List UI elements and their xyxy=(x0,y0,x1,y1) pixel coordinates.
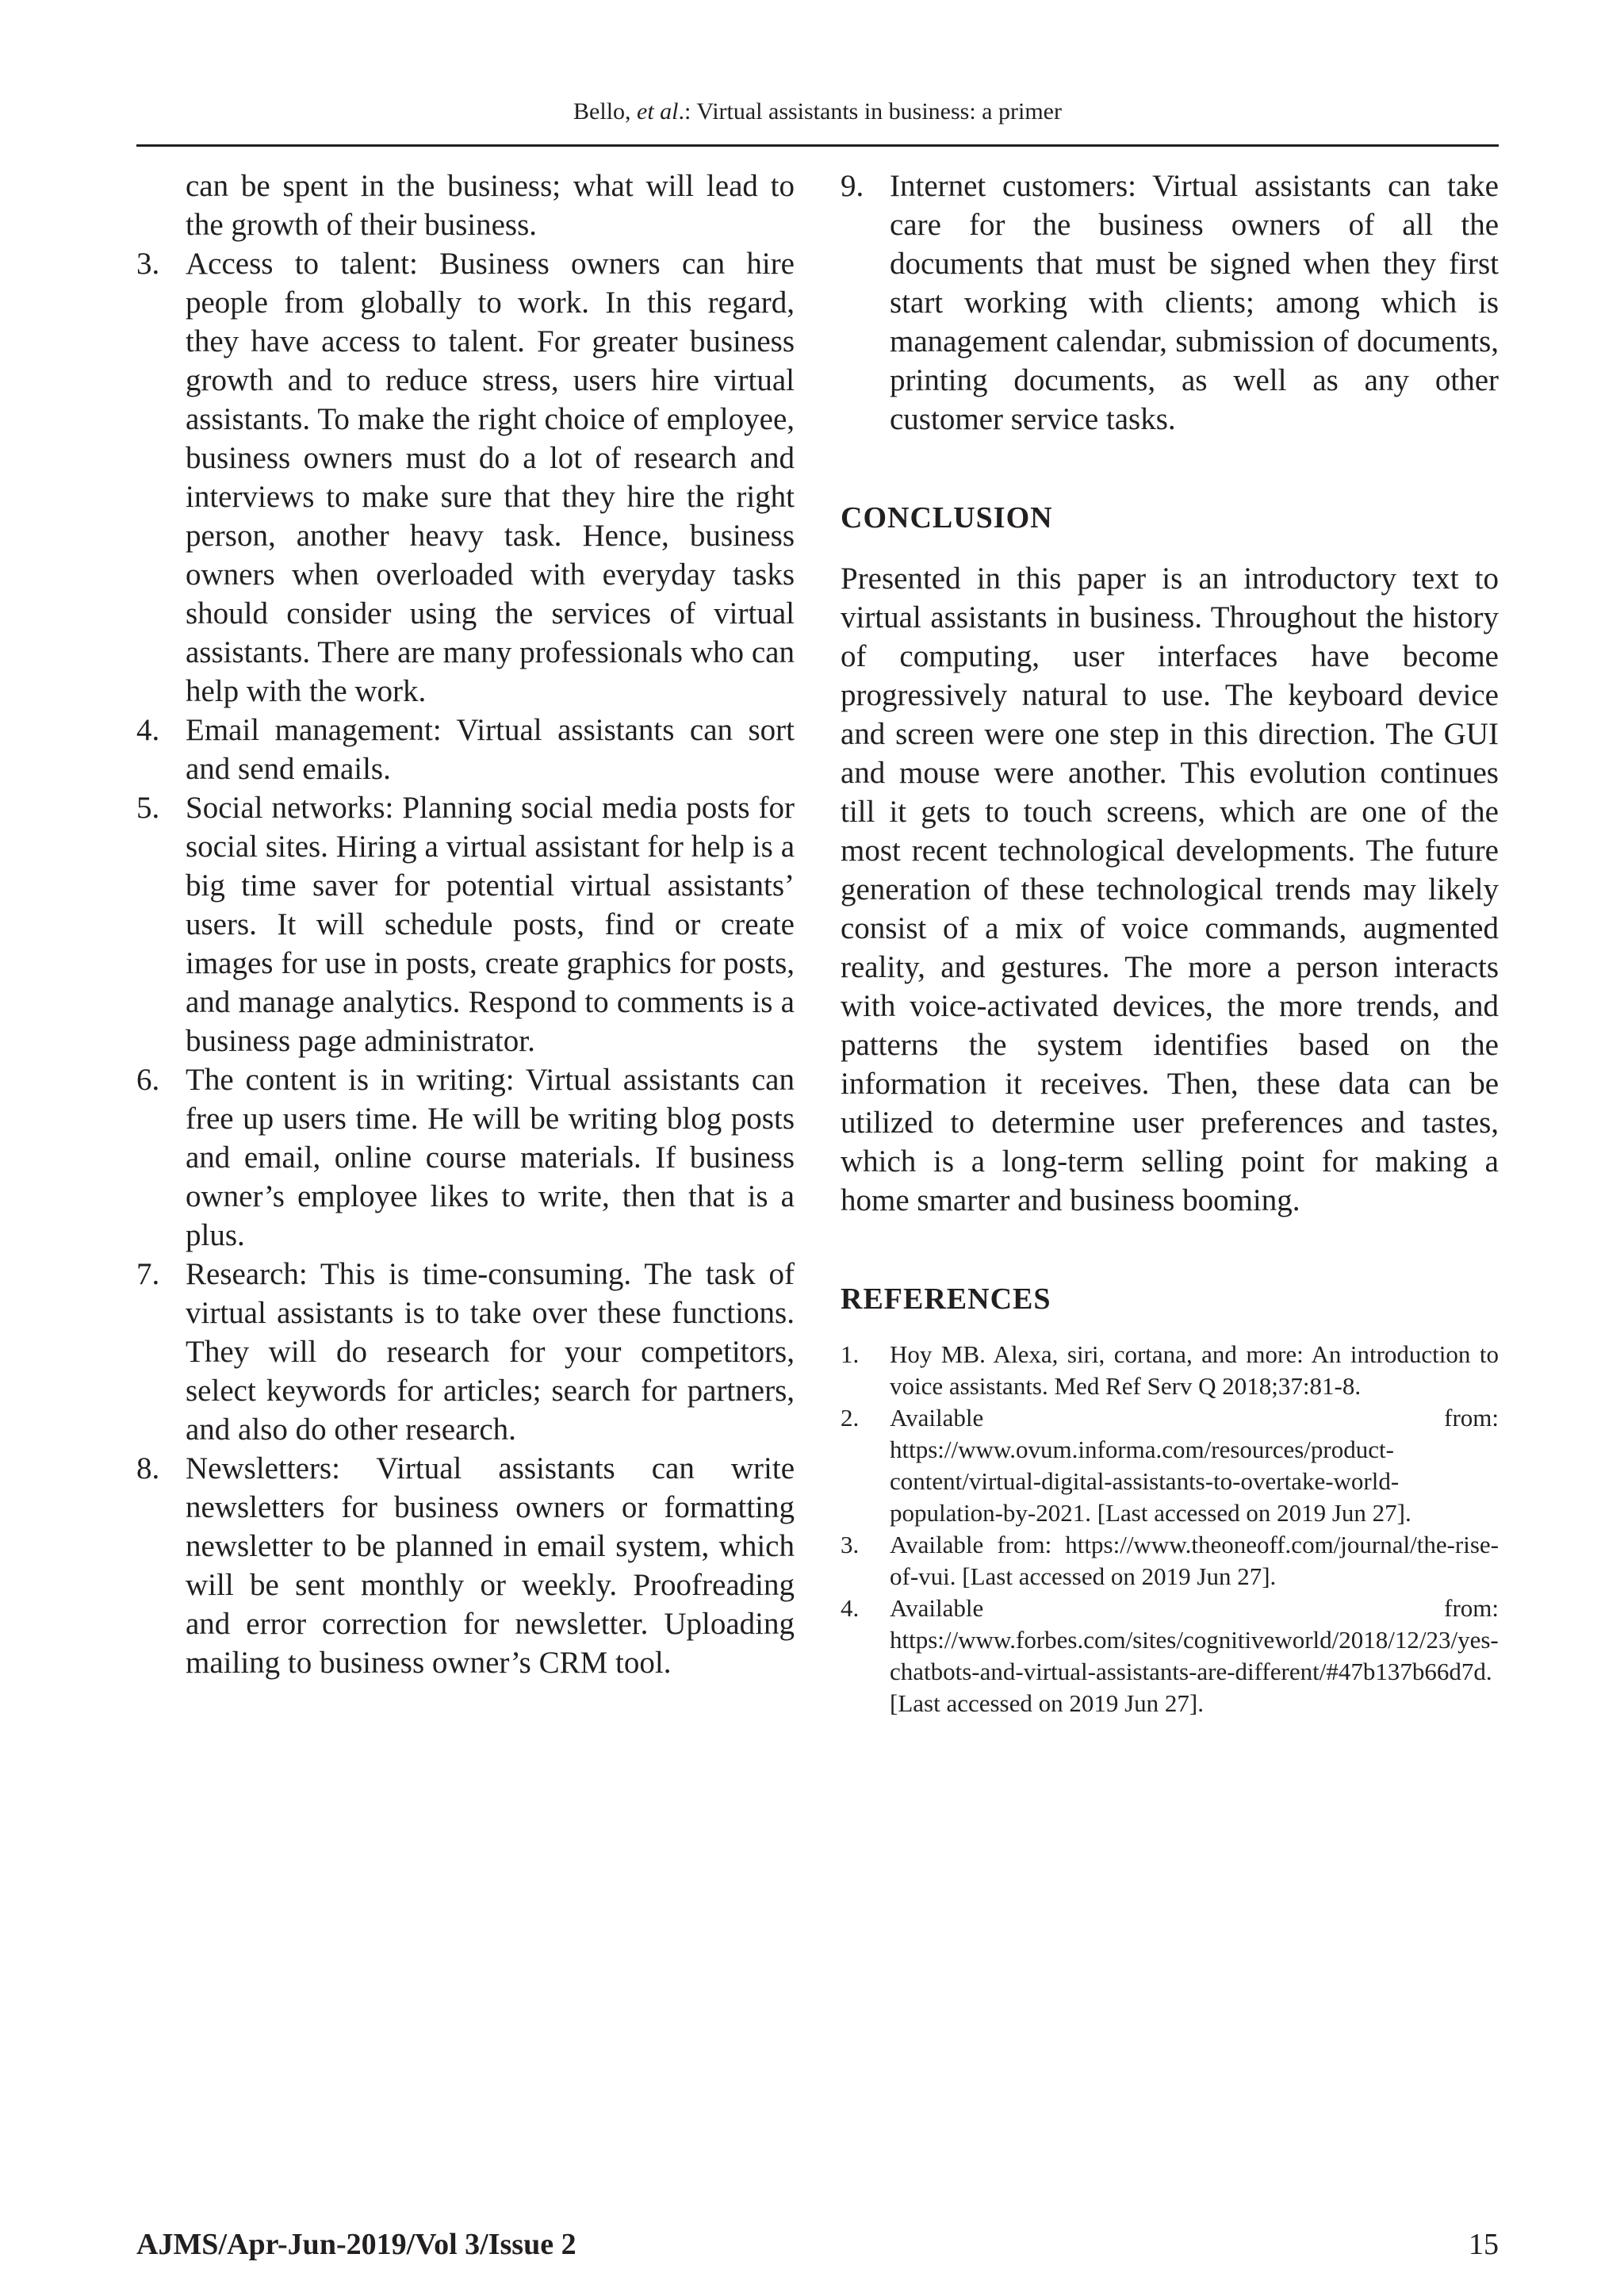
reference-number: 3. xyxy=(841,1531,860,1558)
reference-item xyxy=(841,1402,1499,1529)
list-item xyxy=(841,167,1499,439)
conclusion-heading: CONCLUSION xyxy=(841,501,1053,535)
list-item-number: 3. xyxy=(136,247,160,281)
reference-number: 1. xyxy=(841,1340,860,1368)
list-item xyxy=(136,244,795,711)
reference-number: 4. xyxy=(841,1594,860,1622)
numbered-list-left xyxy=(136,244,795,1682)
reference-list xyxy=(841,1339,1499,1719)
list-item-text: Newsletters: Virtual assistants can write newsletters for business owners or formatting newsletter to be planned in email system, which will be sent monthly or weekly. Proofreading and error correction for newsletter. Uploading mailing to business owner’s CRM tool. xyxy=(186,1451,795,1680)
header-title: .: Virtual assistants in business: a primer xyxy=(678,98,1062,125)
list-item-text: Internet customers: Virtual assistants can take care for the business owners of all the documents that must be signed when they first start working with clients; among which is management calendar, submission of documents, printing documents, as well as any other customer service tasks. xyxy=(890,169,1499,436)
header-etal: et al xyxy=(637,98,679,125)
running-header xyxy=(136,94,1499,130)
list-item-text: Social networks: Planning social media posts for social sites. Hiring a virtual assistant for help is a big time saver for potential virtual assistants’ users. It will schedule posts, find or create images for use in posts, create graphics for posts, and manage analytics. Respond to comments is a business page administrator. xyxy=(186,791,795,1058)
list-item-number: 9. xyxy=(841,169,864,203)
list-item-number: 4. xyxy=(136,713,160,747)
list-item-text: Access to talent: Business owners can hire people from globally to work. In this regard, they have access to talent. For greater business growth and to reduce stress, users hire virtual assistants. To make the right choice of employee, business owners must do a lot of research and interviews to make sure that they hire the right person, another heavy task. Hence, business owners when overloaded with everyday tasks should consider using the services of virtual assistants. There are many professionals who can help with the work. xyxy=(186,247,795,708)
reference-item xyxy=(841,1593,1499,1719)
reference-item xyxy=(841,1339,1499,1402)
list-item-text: The content is in writing: Virtual assistants can free up users time. He will be writing blog posts and email, online course materials. If business owner’s employee likes to write, then that is a plus. xyxy=(186,1063,795,1252)
numbered-list-right xyxy=(841,167,1499,439)
list-item xyxy=(136,1060,795,1255)
list-item-number: 5. xyxy=(136,791,160,825)
reference-text: Available from: https://www.theoneoff.com/journal/the-rise-of-vui. [Last accessed on 2019 Jun 27]. xyxy=(890,1531,1499,1590)
list-item xyxy=(136,1449,795,1682)
header-rule xyxy=(136,144,1499,147)
reference-text: Available from: https://www.forbes.com/sites/cognitiveworld/2018/12/23/yes-chatbots-and-virtual-assistants-are-different/#47b137b66d7d. [Last accessed on 2019 Jun 27]. xyxy=(890,1594,1499,1717)
conclusion-paragraph: Presented in this paper is an introductory text to virtual assistants in business. Throughout the history of computing, user interfaces have become progressively natural to use. The keyboard device and screen were one step in this direction. The GUI and mouse were another. This evolution continues till it gets to touch screens, which are one of the most recent technological developments. The future generation of these technological trends may likely consist of a mix of voice commands, augmented reality, and gestures. The more a person interacts with voice-activated devices, the more trends, and patterns the system identifies based on the information it receives. Then, these data can be utilized to determine user preferences and tastes, which is a long-term selling point for making a home smarter and business booming. xyxy=(841,562,1499,1217)
header-authors: Bello, xyxy=(573,98,638,125)
list-item xyxy=(136,788,795,1060)
page-number: 15 xyxy=(1469,2228,1499,2261)
right-column xyxy=(841,167,1499,1719)
list-item-number: 6. xyxy=(136,1063,160,1097)
list-item-text: Research: This is time-consuming. The task of virtual assistants is to take over these functions. They will do research for your competitors, select keywords for articles; search for partners, and also do other research. xyxy=(186,1257,795,1447)
continued-paragraph: can be spent in the business; what will lead to the growth of their business. xyxy=(186,169,795,242)
reference-number: 2. xyxy=(841,1404,860,1432)
list-item-number: 7. xyxy=(136,1257,160,1291)
reference-item xyxy=(841,1529,1499,1593)
left-column xyxy=(136,167,795,1682)
list-item xyxy=(136,1255,795,1449)
list-item xyxy=(136,711,795,788)
list-item-text: Email management: Virtual assistants can sort and send emails. xyxy=(186,713,795,786)
reference-text: Available from: https://www.ovum.informa.com/resources/product-content/virtual-digital-assistants-to-overtake-world-population-by-2021. [Last accessed on 2019 Jun 27]. xyxy=(890,1404,1499,1527)
list-item-number: 8. xyxy=(136,1451,160,1485)
footer-journal-info: AJMS/Apr-Jun-2019/Vol 3/Issue 2 xyxy=(136,2228,576,2261)
reference-text: Hoy MB. Alexa, siri, cortana, and more: An introduction to voice assistants. Med Ref Serv Q 2018;37:81-8. xyxy=(890,1340,1499,1400)
references-heading: REFERENCES xyxy=(841,1282,1051,1316)
